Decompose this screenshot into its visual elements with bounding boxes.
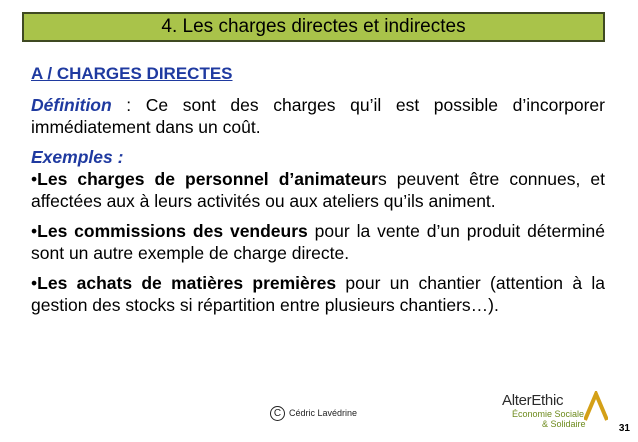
copyright-icon: C: [270, 406, 285, 421]
section-heading: A / CHARGES DIRECTES: [31, 64, 233, 83]
footer-credit: [270, 406, 357, 421]
definition-separator: :: [111, 95, 146, 115]
bullet-bold-text: Les commissions des vendeurs: [37, 221, 308, 241]
alterethic-logo: [502, 393, 612, 433]
example-bullet: [31, 272, 605, 316]
bullet-text: s peuvent être connues, et affectées aux à leurs activités ou aux ateliers qu’ils animent.: [31, 169, 606, 211]
logo-tagline-line2: & Solidaire: [542, 419, 586, 429]
page-number: 31: [618, 423, 630, 434]
examples-heading: Exemples :: [31, 147, 124, 167]
bullet-text: pour un chantier (attention à la gestion des stocks si répartition entre plusieurs chantiers…).: [31, 273, 605, 315]
bullet-marker: •: [31, 169, 38, 189]
bullet-text: pour la vente d’un produit déterminé sont un autre exemple de charge directe.: [31, 221, 605, 263]
bullet-bold-text: Les charges de personnel d’animateur: [37, 169, 378, 189]
example-bullet: [31, 220, 605, 264]
definition-paragraph: [31, 94, 605, 138]
definition-text: Ce sont des charges qu’il est possible d’incorporer immédiatement dans un coût.: [31, 95, 605, 137]
bullet-marker: •: [31, 221, 38, 241]
logo-chevron-icon: [584, 391, 608, 421]
definition-label: Définition: [31, 95, 112, 115]
author-name: Cédric Lavédrine: [289, 407, 358, 418]
logo-tagline-line1: Économie Sociale: [512, 409, 585, 419]
bullet-marker: •: [31, 273, 38, 293]
slide-content: [31, 64, 605, 324]
bullet-bold-text: Les achats de matières premières: [37, 273, 337, 293]
example-bullet: [31, 168, 605, 212]
logo-name: AlterEthic: [502, 392, 564, 409]
slide-title: 4. Les charges directes et indirectes: [22, 12, 605, 42]
